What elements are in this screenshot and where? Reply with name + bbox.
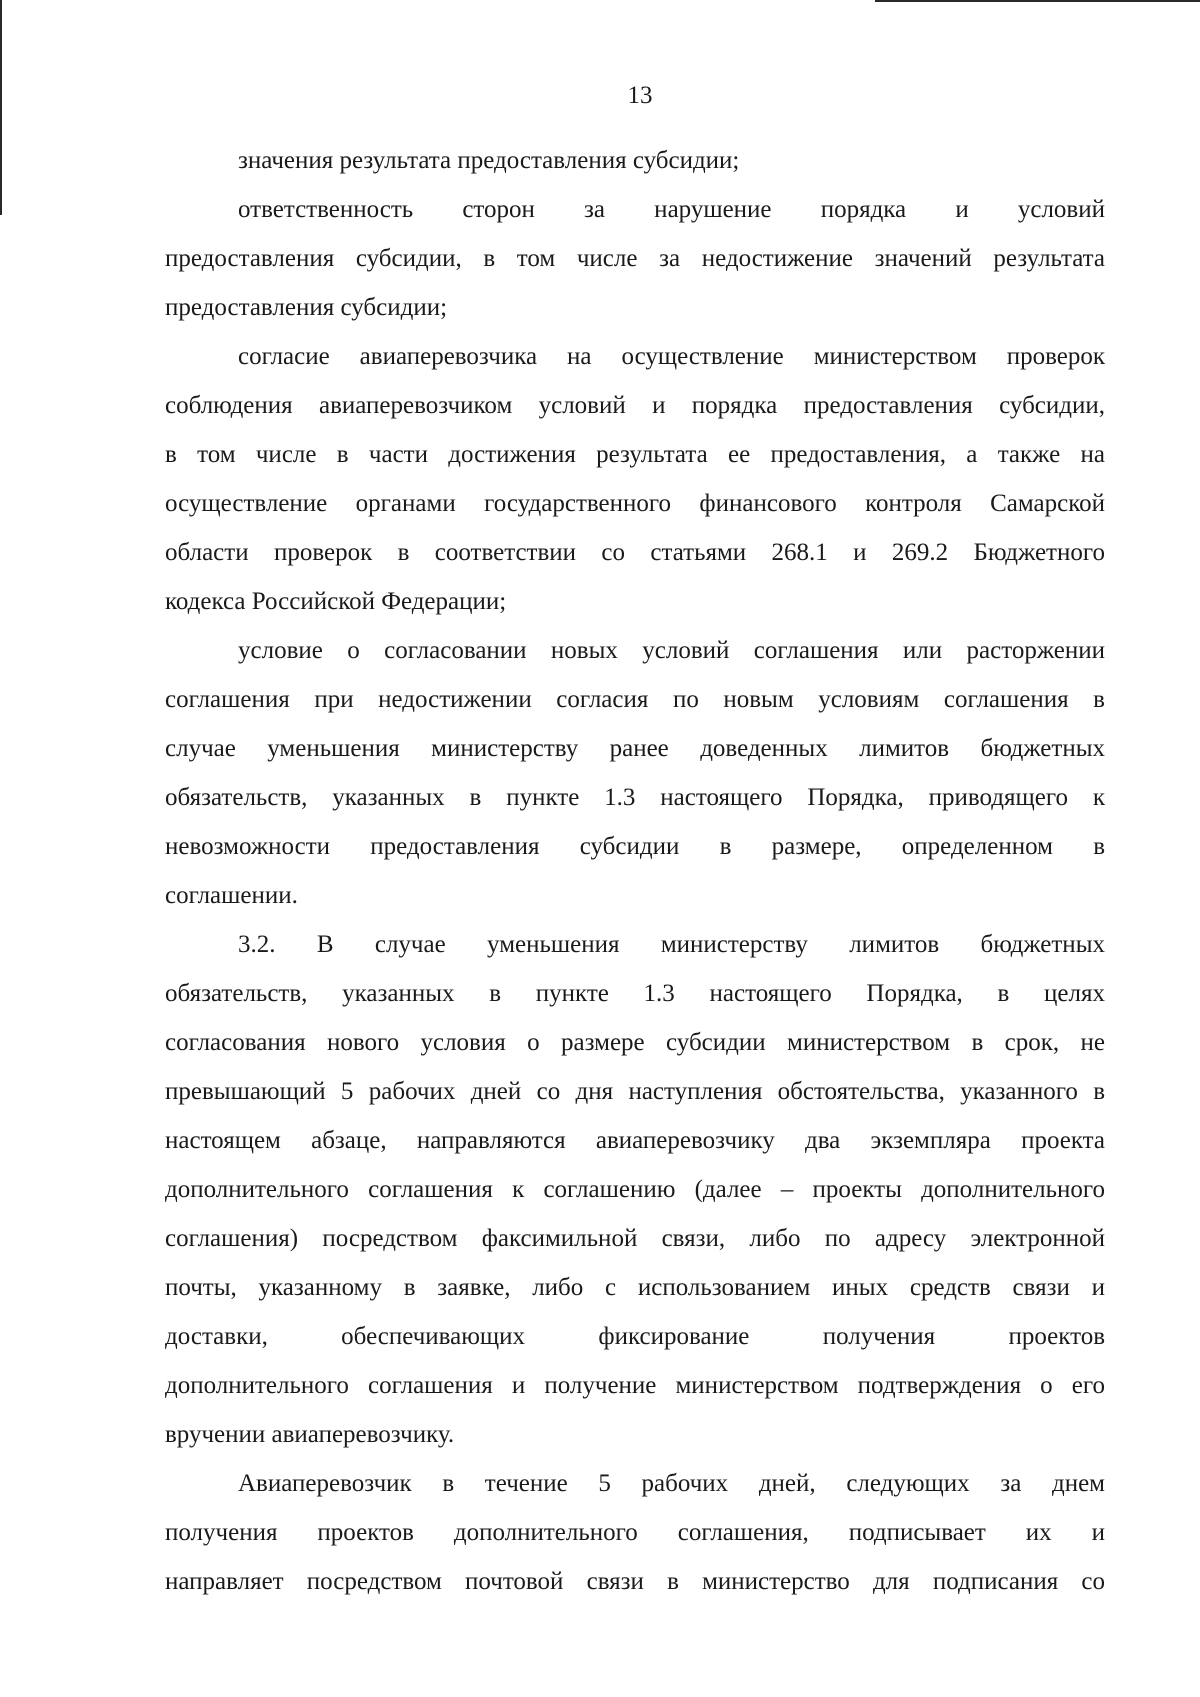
text-line: соглашении.: [165, 882, 298, 909]
text-line: кодекса Российской Федерации;: [165, 588, 507, 615]
text-line: значения результата предоставления субсидии;: [238, 147, 740, 174]
text-line: получения проектов дополнительного соглашения, подписывает их и: [165, 1519, 1105, 1546]
text-line: вручении авиаперевозчику.: [165, 1421, 455, 1448]
text-line: 3.2. В случае уменьшения министерству лимитов бюджетных: [238, 931, 1105, 958]
scan-edge-left: [0, 0, 2, 215]
text-line: обязательств, указанных в пункте 1.3 настоящего Порядка, приводящего к: [165, 784, 1105, 811]
text-line: дополнительного соглашения к соглашению (далее – проекты дополнительного: [165, 1176, 1105, 1203]
text-line: случае уменьшения министерству ранее доведенных лимитов бюджетных: [165, 735, 1105, 762]
text-line: согласования нового условия о размере субсидии министерством в срок, не: [165, 1029, 1105, 1056]
text-line: Авиаперевозчик в течение 5 рабочих дней, следующих за днем: [238, 1470, 1105, 1497]
text-line: соглашения при недостижении согласия по новым условиям соглашения в: [165, 686, 1105, 713]
text-line: соблюдения авиаперевозчиком условий и порядка предоставления субсидии,: [165, 392, 1105, 419]
text-line: превышающий 5 рабочих дней со дня наступления обстоятельства, указанного в: [165, 1078, 1105, 1105]
text-line: предоставления субсидии, в том числе за недостижение значений результата: [165, 245, 1105, 272]
text-line: предоставления субсидии;: [165, 294, 448, 321]
text-line: согласие авиаперевозчика на осуществление министерством проверок: [238, 343, 1105, 370]
text-line: направляет посредством почтовой связи в министерство для подписания со: [165, 1568, 1105, 1595]
text-line: области проверок в соответствии со статьями 268.1 и 269.2 Бюджетного: [165, 539, 1105, 566]
text-line: в том числе в части достижения результата ее предоставления, а также на: [165, 441, 1105, 468]
scan-edge-top: [875, 0, 1200, 2]
text-line: осуществление органами государственного финансового контроля Самарской: [165, 490, 1105, 517]
text-line: условие о согласовании новых условий соглашения или расторжении: [238, 637, 1105, 664]
text-line: обязательств, указанных в пункте 1.3 настоящего Порядка, в целях: [165, 980, 1105, 1007]
text-line: ответственность сторон за нарушение порядка и условий: [238, 196, 1105, 223]
text-line: почты, указанному в заявке, либо с использованием иных средств связи и: [165, 1274, 1105, 1301]
document-body: [165, 140, 1105, 1610]
text-line: настоящем абзаце, направляются авиаперевозчику два экземпляра проекта: [165, 1127, 1105, 1154]
text-line: соглашения) посредством факсимильной связи, либо по адресу электронной: [165, 1225, 1105, 1252]
text-line: доставки, обеспечивающих фиксирование получения проектов: [165, 1323, 1105, 1350]
page-number: 13: [627, 82, 653, 109]
text-line: дополнительного соглашения и получение министерством подтверждения о его: [165, 1372, 1105, 1399]
text-line: невозможности предоставления субсидии в размере, определенном в: [165, 833, 1105, 860]
